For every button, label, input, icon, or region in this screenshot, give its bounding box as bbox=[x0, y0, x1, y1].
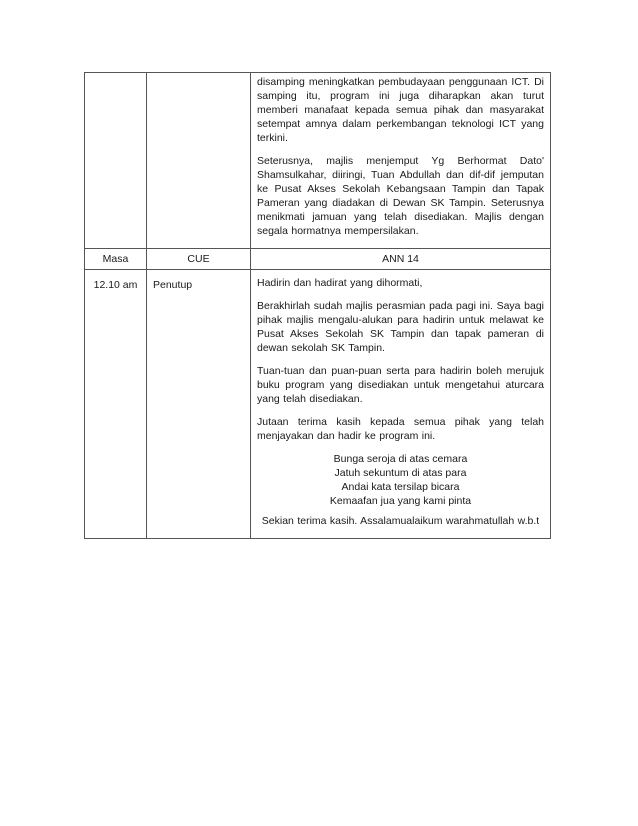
header-masa: Masa bbox=[85, 249, 147, 270]
announcement-paragraph: disamping meningkatkan pembudayaan penggunaan ICT. Di samping itu, program ini juga diharapkan akan turut memberi manafaat kepada semua pihak dan masyarakat setempat amnya dalam perkembangan teknologi ICT yang terkini. bbox=[257, 76, 544, 144]
announcement-paragraph: Seterusnya, majlis menjemput Yg Berhormat Dato' Shamsulkahar, diiringi, Tuan Abdullah dan dif-dif jemputan ke Pusat Akses Sekolah Kebangsaan Tampin dan Tapak Pameran yang diadakan di Dewan SK Tampin. Seterusnya menikmati jamuan yang telah disediakan. Majlis dengan segala hormatnya mempersilakan. bbox=[257, 155, 544, 237]
announcement-cell bbox=[251, 270, 551, 539]
continuation-table bbox=[84, 72, 551, 249]
announcement-cell bbox=[251, 73, 551, 249]
table-header-row bbox=[85, 249, 551, 270]
header-ann: ANN 14 bbox=[251, 249, 551, 270]
pantun-line: Jatuh sekuntum di atas para bbox=[334, 467, 467, 479]
pantun-line: Andai kata tersilap bicara bbox=[341, 481, 460, 493]
table-row bbox=[85, 270, 551, 539]
time-cell bbox=[85, 270, 147, 539]
time-cell-empty bbox=[85, 73, 147, 249]
cue-cell bbox=[147, 270, 251, 539]
greeting-paragraph: Hadirin dan hadirat yang dihormati, bbox=[257, 277, 423, 289]
pantun-line: Bunga seroja di atas cemara bbox=[333, 453, 468, 465]
pantun-line: Kemaafan jua yang kami pinta bbox=[329, 495, 472, 507]
cue-cell-empty bbox=[147, 73, 251, 249]
table-row bbox=[85, 73, 551, 249]
time-value: 12.10 am bbox=[93, 279, 138, 291]
announcement-paragraph: Berakhirlah sudah majlis perasmian pada pagi ini. Saya bagi pihak majlis mengalu-alukan para hadirin untuk melawat ke Pusat Akses Sekolah SK Tampin dan tapak pameran di dewan sekolah SK Tampin. bbox=[257, 300, 544, 354]
header-cue: CUE bbox=[147, 249, 251, 270]
announcement-paragraph: Jutaan terima kasih kepada semua pihak yang telah menjayakan dan hadir ke program ini. bbox=[257, 416, 544, 442]
cue-value: Penutup bbox=[153, 279, 193, 291]
pantun-verse bbox=[257, 452, 544, 508]
announcement-paragraph: Tuan-tuan dan puan-puan serta para hadirin boleh merujuk buku program yang disediakan untuk mengetahui aturcara yang telah disediakan. bbox=[257, 365, 544, 405]
schedule-table bbox=[84, 248, 551, 539]
closing-line: Sekian terima kasih. Assalamualaikum warahmatullah w.b.t bbox=[261, 515, 540, 527]
